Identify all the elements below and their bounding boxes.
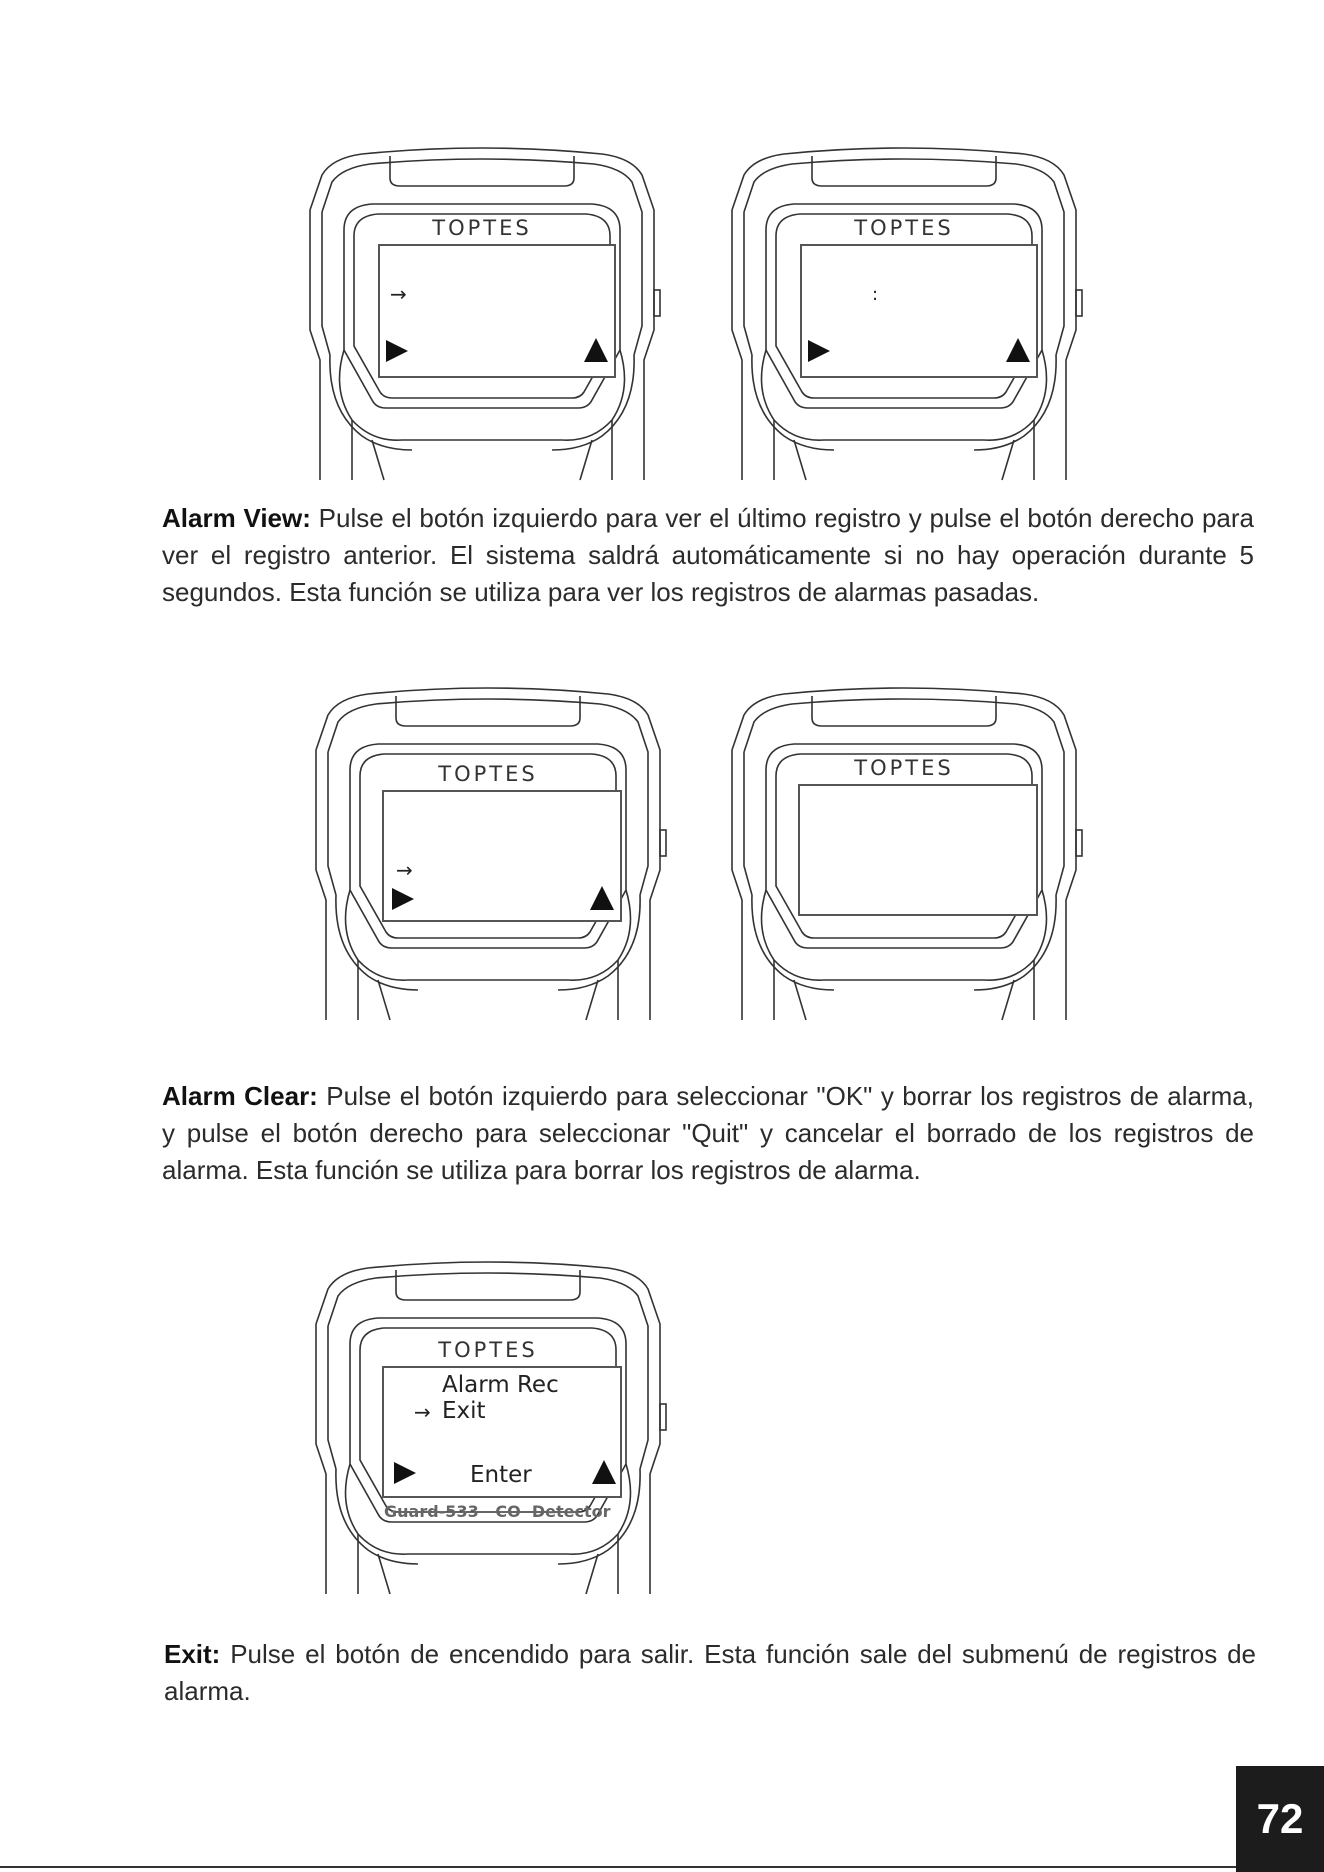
device-alarm-clear-1 xyxy=(298,690,678,1020)
alarm-view-description xyxy=(162,500,1254,611)
right-button-indicator-icon xyxy=(590,886,614,910)
brand-logo: TOPTES xyxy=(432,216,532,240)
menu-item-exit: Exit xyxy=(442,1398,486,1424)
brand-logo: TOPTES xyxy=(854,216,954,240)
screen-colon: : xyxy=(872,284,879,305)
left-button-indicator-icon xyxy=(386,340,408,362)
selection-arrow: → xyxy=(414,1400,431,1424)
menu-item-alarm-rec: Alarm Rec xyxy=(442,1372,559,1398)
device-screen xyxy=(378,244,616,378)
section-body: Pulse el botón de encendido para salir. Esta función sale del submenú de registros de alarma. xyxy=(164,1639,1256,1706)
section-heading: Exit: xyxy=(164,1639,221,1669)
enter-label: Enter xyxy=(470,1462,532,1488)
left-button-indicator-icon xyxy=(392,888,414,910)
section-body: Pulse el botón izquierdo para ver el último registro y pulse el botón derecho para ver el registro anterior. El sistema saldrá automáticamente si no hay operación durante 5 segundos. Esta función se utiliza para ver los registros de alarmas pasadas. xyxy=(162,503,1254,607)
device-screen xyxy=(800,244,1038,378)
section-body: Pulse el botón izquierdo para seleccionar "OK" y borrar los registros de alarma, y pulse el botón derecho para seleccionar "Quit" y cancelar el borrado de los registros de alarma. Esta función se utiliza para borrar los registros de alarma. xyxy=(162,1081,1254,1185)
exit-description xyxy=(164,1636,1256,1710)
section-heading: Alarm View: xyxy=(162,503,311,533)
device-alarm-clear-2 xyxy=(714,690,1094,1020)
brand-logo: TOPTES xyxy=(438,1338,538,1362)
left-button-indicator-icon xyxy=(808,340,830,362)
device-exit xyxy=(298,1264,678,1594)
section-heading: Alarm Clear: xyxy=(162,1081,318,1111)
left-button-indicator-icon xyxy=(394,1462,416,1484)
brand-logo: TOPTES xyxy=(438,762,538,786)
device-model-label: Guard-533 CO Detector xyxy=(384,1502,611,1521)
page-number: 72 xyxy=(1236,1766,1324,1872)
brand-logo: TOPTES xyxy=(854,756,954,780)
alarm-clear-description xyxy=(162,1078,1254,1189)
right-button-indicator-icon xyxy=(592,1460,616,1484)
right-button-indicator-icon xyxy=(584,338,608,362)
device-alarm-view-1 xyxy=(292,150,672,480)
bottom-rule xyxy=(0,1866,1236,1868)
device-alarm-view-2 xyxy=(714,150,1094,480)
device-screen xyxy=(798,784,1038,916)
selection-arrow: → xyxy=(396,858,413,882)
right-button-indicator-icon xyxy=(1006,338,1030,362)
selection-arrow: → xyxy=(390,282,407,306)
device-screen xyxy=(382,790,622,922)
